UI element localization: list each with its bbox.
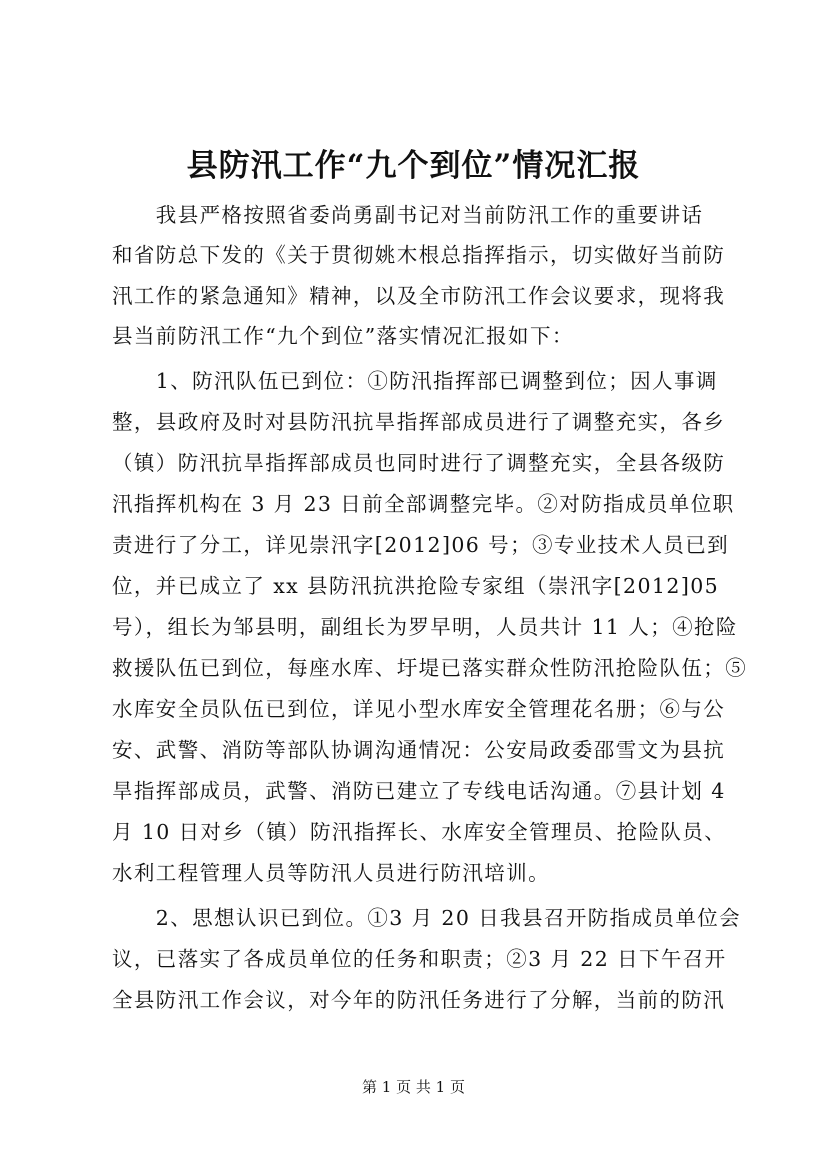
body-line-13: 水库安全员队伍已到位，详见小型水库安全管理花名册；⑥与公 xyxy=(112,697,726,721)
body-line-10: 位，并已成立了 xx 县防汛抗洪抢险专家组（崇汛字[2012]05 xyxy=(112,574,720,598)
body-line-1: 我县严格按照省委尚勇副书记对当前防汛工作的重要讲话 xyxy=(112,203,704,227)
body-line-4: 县当前防汛工作“九个到位”落实情况汇报如下： xyxy=(112,324,574,348)
body-line-20: 全县防汛工作会议，对今年的防汛任务进行了分解，当前的防汛 xyxy=(112,988,726,1012)
body-line-11: 号），组长为邹县明，副组长为罗早明，人员共计 11 人；④抢险 xyxy=(112,615,738,639)
body-line-5: 1、防汛队伍已到位：①防汛指挥部已调整到位；因人事调 xyxy=(112,369,718,393)
body-line-3: 汛工作的紧急通知》精神，以及全市防汛工作会议要求，现将我 xyxy=(112,284,726,308)
body-line-19: 议，已落实了各成员单位的任务和职责；②3 月 22 日下午召开 xyxy=(112,947,727,971)
body-line-12: 救援队伍已到位，每座水库、圩堤已落实群众性防汛抢险队伍；⑤ xyxy=(112,656,748,680)
page-number-footer: 第 1 页 共 1 页 xyxy=(362,1078,465,1096)
body-line-9: 责进行了分工，详见崇汛字[2012]06 号；③专业技术人员已到 xyxy=(112,533,730,557)
body-line-16: 月 10 日对乡（镇）防汛指挥长、水库安全管理员、抢险队员、 xyxy=(112,820,727,844)
body-line-8: 汛指挥机构在 3 月 23 日前全部调整完毕。②对防指成员单位职 xyxy=(112,492,735,516)
body-line-7: （镇）防汛抗旱指挥部成员也同时进行了调整充实，全县各级防 xyxy=(112,451,726,475)
document-title: 县防汛工作“九个到位”情况汇报 xyxy=(186,148,641,184)
body-line-15: 旱指挥部成员，武警、消防已建立了专线电话沟通。⑦县计划 4 xyxy=(112,779,726,803)
body-line-6: 整，县政府及时对县防汛抗旱指挥部成员进行了调整充实，各乡 xyxy=(112,410,726,434)
body-line-2: 和省防总下发的《关于贯彻姚木根总指挥指示，切实做好当前防 xyxy=(112,243,726,267)
body-line-18: 2、思想认识已到位。①3 月 20 日我县召开防指成员单位会 xyxy=(112,906,742,930)
body-line-14: 安、武警、消防等部队协调沟通情况：公安局政委邵雪文为县抗 xyxy=(112,738,726,762)
body-line-17: 水利工程管理人员等防汛人员进行防汛培训。 xyxy=(112,861,550,885)
